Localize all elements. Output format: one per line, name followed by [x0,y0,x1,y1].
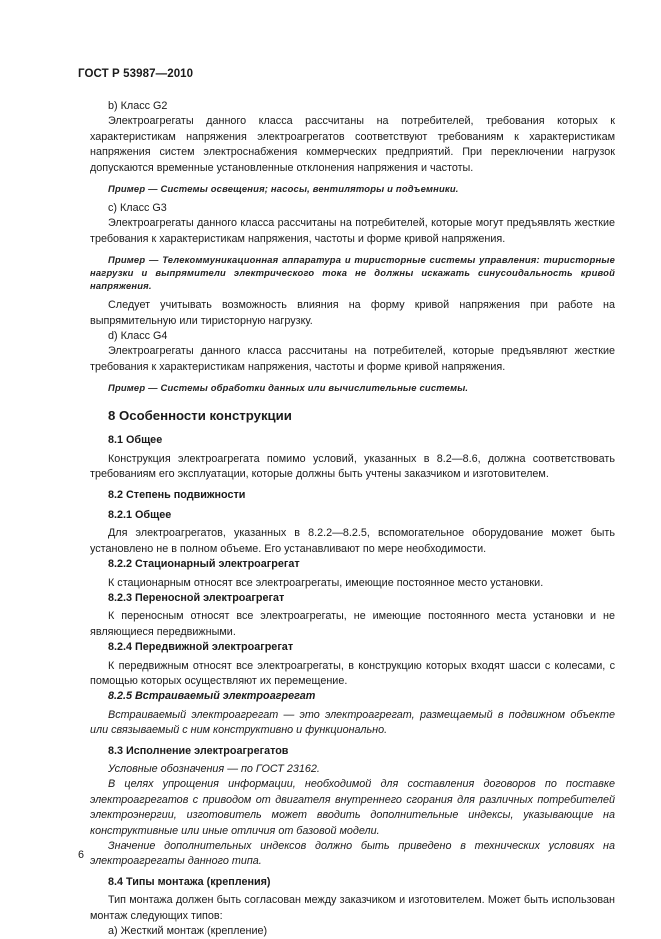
section-8-2-2-text: К стационарным относят все электроагрегаты, имеющие постоянное место установки. [108,576,544,589]
section-8-3-paragraph-1: Условные обозначения — по ГОСТ 23162. [108,763,320,775]
class-g4-text: Электроагрегаты данного класса рассчитаны на потребителей, которые предъявляют жесткие требования к характеристикам напряжения, частоты и форме кривой напряжения. [90,345,615,373]
example-text: Системы обработки данных или вычислительные системы. [160,382,469,394]
section-8-1-text: Конструкция электроагрегата помимо условий, указанных в 8.2—8.6, должна соответствовать требованиям его эксплуатации, которые должны быть учтены заказчиком и изготовителем. [90,452,615,481]
section-8-4-title: 8.4 Типы монтажа (крепления) [108,875,271,888]
class-g2-text: Электроагрегаты данного класса рассчитаны на потребителей, требования которых к характеристикам напряжения электроагрегатов соответствуют требованиям к характеристикам напряжения систем электроснабжения коммерческих предприятий. При переключении нагрузок допускаются временные установленные отклонения напряжения и частоты. [90,115,615,174]
class-g2-example [90,182,615,195]
class-g3-note: Следует учитывать возможность влияния на форму кривой напряжения при работе на выпрямительную или тиристорную нагрузку. [90,299,615,327]
section-8-2-4-text: К передвижным относят все электроагрегаты, в конструкцию которых входят шасси с колесами, с помощью которых осуществляют их перемещение. [90,659,615,687]
document-header: ГОСТ Р 53987—2010 [78,68,194,80]
example-text: Телекоммуникационная аппаратура и тиристорные системы управления: тиристорные нагрузки и выпрямители электрического тока не должны искажать синусоидальность кривой напряжения. [90,254,615,292]
section-8-1-title: 8.1 Общее [108,434,163,447]
section-8-2-1-text: Для электроагрегатов, указанных в 8.2.2—8.2.5, вспомогательное оборудование может быть установлено не в полном объеме. Его устанавливают по мере необходимости. [90,527,615,555]
section-8-2-5-text: Встраиваемый электроагрегат — это электроагрегат, размещаемый в подвижном объекте или связываемый с ним конструктивно и функционально. [90,708,615,737]
example-label: Пример — [108,382,158,394]
section-8-3-paragraph-2: В целях упрощения информации, необходимой для составления договоров по поставке электроагрегатов с приводом от двигателя внутреннего сгорания для различных потребителей электроэнергии, изготовитель может вводить дополнительные индексы, указывающие на конструктивные или иные отличия от базовой модели. [90,778,615,837]
class-g3-example [90,253,615,292]
section-8-title: 8 Особенности конструкции [108,408,292,424]
class-g3-text: Электроагрегаты данного класса рассчитаны на потребителей, которые могут предъявлять жесткие требования к характеристикам напряжения, частоты и форме кривой напряжения. [90,217,615,245]
page-number: 6 [78,849,85,861]
section-8-4-text: Тип монтажа должен быть согласован между заказчиком и изготовителем. Может быть использован монтаж следующих типов: [90,894,615,922]
document-body [90,91,615,939]
section-8-2-3-title: 8.2.3 Переносной электроагрегат [108,591,285,604]
section-8-3-paragraph-3: Значение дополнительных индексов должно быть приведено в технических условиях на электроагрегаты данного типа. [90,840,615,868]
class-g2-label: b) Класс G2 [108,100,168,112]
section-8-4-item-a: a) Жесткий монтаж (крепление) [108,925,268,938]
section-8-3-title: 8.3 Исполнение электроагрегатов [108,744,289,757]
section-8-2-4-title: 8.2.4 Передвижной электроагрегат [108,641,294,654]
section-8-2-1-title: 8.2.1 Общее [108,508,172,521]
class-g4-label: d) Класс G4 [108,330,168,343]
section-8-2-title: 8.2 Степень подвижности [108,488,246,501]
class-g4-example [90,381,615,394]
class-g3-label: c) Класс G3 [108,202,167,215]
section-8-2-3-text: К переносным относят все электроагрегаты, не имеющие постоянного места установки и не являющиеся передвижными. [90,610,615,638]
example-label: Пример — [108,254,159,266]
example-label: Пример — [108,183,158,195]
section-8-2-5-title: 8.2.5 Встраиваемый электроагрегат [108,690,316,703]
section-8-2-2-title: 8.2.2 Стационарный электроагрегат [108,558,300,571]
example-text: Системы освещения; насосы, вентиляторы и подъемники. [160,183,459,195]
